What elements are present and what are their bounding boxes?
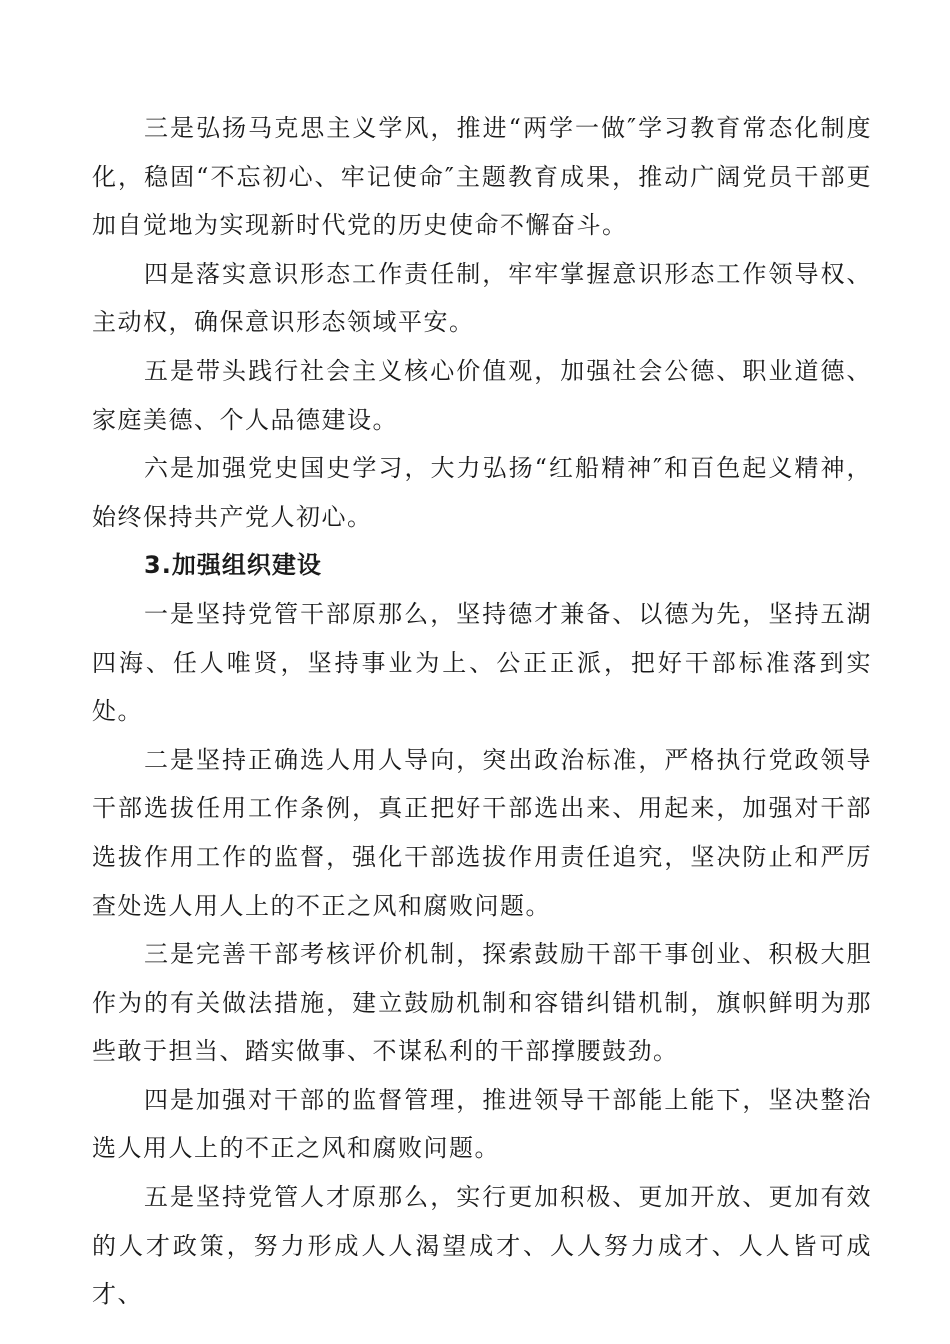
section-paragraph-four: 四是加强对干部的监督管理，推进领导干部能上能下，坚决整治选人用人上的不正之风和腐败问题。 bbox=[92, 1085, 872, 1163]
document-body bbox=[92, 104, 872, 1319]
section-paragraph-one: 一是坚持党管干部原那么，坚持德才兼备、以德为先，坚持五湖四海、任人唯贤，坚持事业为上、公正正派，把好干部标准落到实处。 bbox=[92, 599, 872, 726]
section-paragraph-five: 五是坚持党管人才原那么，实行更加积极、更加开放、更加有效的人才政策，努力形成人人渴望成才、人人努力成才、人人皆可成才、 bbox=[92, 1183, 872, 1309]
paragraph-three-study-style: 三是弘扬马克思主义学风，推进“两学一做″学习教育常态化制度化，稳固“不忘初心、牢记使命″主题教育成果，推动广阔党员干部更加自觉地为实现新时代党的历史使命不懈奋斗。 bbox=[92, 114, 872, 240]
section-paragraph-three: 三是完善干部考核评价机制，探索鼓励干部干事创业、积极大胆作为的有关做法措施，建立鼓励机制和容错纠错机制，旗帜鲜明为那些敢于担当、踏实做事、不谋私利的干部撑腰鼓劲。 bbox=[92, 940, 872, 1066]
paragraph-five-core-values: 五是带头践行社会主义核心价值观，加强社会公德、职业道德、家庭美德、个人品德建设。 bbox=[92, 356, 872, 434]
paragraph-six-party-history: 六是加强党史国史学习，大力弘扬“红船精神″和百色起义精神，始终保持共产党人初心。 bbox=[92, 454, 872, 531]
paragraph-four-ideology: 四是落实意识形态工作责任制，牢牢掌握意识形态工作领导权、主动权，确保意识形态领域平安。 bbox=[92, 259, 872, 337]
section-paragraph-two: 二是坚持正确选人用人导向，突出政治标准，严格执行党政领导干部选拔任用工作条例，真正把好干部选出来、用起来，加强对干部选拔作用工作的监督，强化干部选拔作用责任追究，坚决防止和严厉查处选人用人上的不正之风和腐败问题。 bbox=[92, 745, 872, 920]
section-heading: 3.加强组织建设 bbox=[144, 551, 322, 580]
